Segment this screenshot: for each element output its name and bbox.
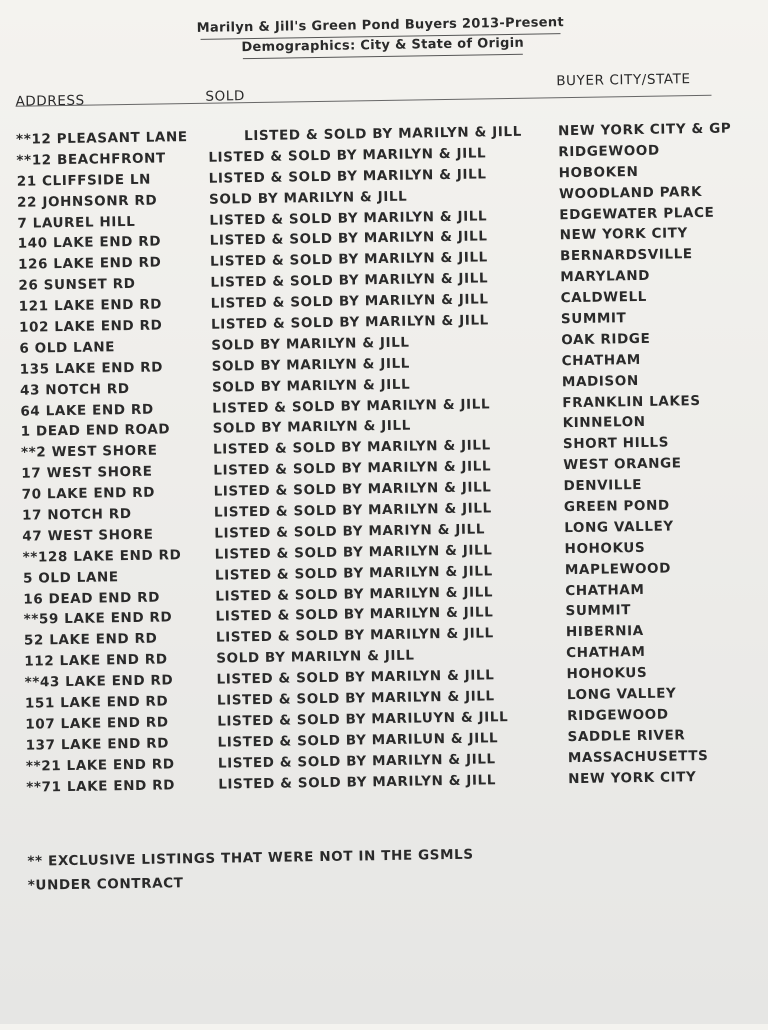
address-cell: 16 DEAD END RD: [23, 589, 161, 608]
address-cell: 137 LAKE END RD: [25, 735, 170, 754]
sold-cell: LISTED & SOLD BY MARILYN & JILL: [210, 312, 489, 333]
document-subtitle: Demographics: City & State of Origin: [241, 35, 525, 56]
sold-cell: LISTED & SOLD BY MARILYN & JILL: [212, 437, 491, 459]
buyer-city-cell: RIDGEWOOD: [567, 706, 669, 725]
sold-cell: LISTED & SOLD BY MARILYN & JILL: [214, 542, 493, 563]
address-cell: **21 LAKE END RD: [25, 756, 175, 775]
address-cell: 121 LAKE END RD: [18, 296, 163, 315]
sold-cell: LISTED & SOLD BY MARILUYN & JILL: [217, 709, 509, 730]
address-cell: **71 LAKE END RD: [26, 776, 176, 796]
address-cell: **128 LAKE END RD: [22, 547, 182, 566]
address-cell: 1 DEAD END ROAD: [20, 421, 171, 441]
sold-cell: LISTED & SOLD BY MARILYN & JILL: [243, 123, 522, 145]
sold-cell: LISTED & SOLD BY MARILYN & JILL: [210, 291, 489, 312]
address-cell: 6 OLD LANE: [19, 339, 116, 357]
buyer-city-cell: LONG VALLEY: [564, 518, 674, 537]
address-cell: 140 LAKE END RD: [17, 233, 162, 253]
buyer-city-cell: DENVILLE: [563, 477, 643, 495]
header-sold: SOLD: [205, 88, 246, 105]
buyer-city-cell: KINNELON: [562, 414, 646, 432]
address-cell: 7 LAUREL HILL: [17, 213, 136, 232]
buyer-city-cell: MAPLEWOOD: [564, 560, 672, 578]
buyers-table: [0, 120, 768, 800]
address-cell: **12 PLEASANT LANE: [15, 129, 188, 148]
buyer-city-cell: MARYLAND: [560, 268, 651, 286]
sold-cell: SOLD BY MARILYN & JILL: [216, 647, 415, 667]
sold-cell: LISTED & SOLD BY MARILYN & JILL: [213, 500, 492, 521]
sold-cell: LISTED & SOLD BY MARILYN & JILL: [216, 688, 495, 709]
address-cell: 102 LAKE END RD: [18, 317, 163, 336]
sold-cell: LISTED & SOLD BY MARILUN & JILL: [217, 730, 499, 751]
buyer-city-cell: NEW YORK CITY: [568, 768, 697, 787]
buyer-city-cell: NEW YORK CITY: [559, 225, 688, 244]
buyer-city-cell: EDGEWATER PLACE: [559, 204, 715, 223]
buyer-city-cell: FRANKLIN LAKES: [562, 392, 701, 411]
buyer-city-cell: SUMMIT: [565, 602, 632, 620]
address-cell: 112 LAKE END RD: [24, 651, 168, 670]
sold-cell: LISTED & SOLD BY MARILYN & JILL: [209, 249, 488, 271]
header-buyer-city-state: BUYER CITY/STATE: [556, 71, 691, 90]
address-cell: 26 SUNSET RD: [18, 276, 136, 294]
header-underline: [16, 95, 712, 107]
address-cell: 52 LAKE END RD: [23, 630, 158, 650]
sold-cell: LISTED & SOLD BY MARILYN & JILL: [214, 563, 493, 584]
sold-cell: LISTED & SOLD BY MARILYN & JILL: [218, 771, 497, 793]
sold-cell: LISTED & SOLD BY MARIYN & JILL: [214, 521, 486, 542]
sold-cell: LISTED & SOLD BY MARILYN & JILL: [209, 228, 488, 250]
address-cell: 22 JOHNSONR RD: [16, 192, 158, 211]
sold-cell: SOLD BY MARILYN & JILL: [211, 355, 411, 375]
buyer-city-cell: HOHOKUS: [566, 665, 648, 683]
address-cell: 107 LAKE END RD: [25, 714, 169, 733]
buyer-city-cell: LONG VALLEY: [566, 685, 677, 704]
buyer-city-cell: BERNARDSVILLE: [559, 246, 693, 265]
sold-cell: LISTED & SOLD BY MARILYN & JILL: [208, 145, 487, 166]
buyer-city-cell: NEW YORK CITY & GP: [557, 120, 732, 140]
address-cell: **43 LAKE END RD: [24, 672, 174, 691]
sold-cell: SOLD BY MARILYN & JILL: [212, 418, 412, 438]
sold-cell: LISTED & SOLD BY MARILYN & JILL: [209, 207, 488, 229]
buyer-city-cell: GREEN POND: [563, 497, 670, 516]
buyer-city-cell: WEST ORANGE: [563, 455, 682, 474]
address-cell: **2 WEST SHORE: [20, 442, 158, 462]
sold-cell: LISTED & SOLD BY MARILYN & JILL: [213, 479, 492, 500]
address-cell: 135 LAKE END RD: [19, 359, 164, 378]
buyer-city-cell: CALDWELL: [560, 288, 648, 307]
sold-cell: LISTED & SOLD BY MARILYN & JILL: [215, 604, 494, 626]
sold-cell: SOLD BY MARILYN & JILL: [211, 376, 411, 396]
address-cell: 17 WEST SHORE: [21, 463, 153, 482]
sold-cell: SOLD BY MARILYN & JILL: [211, 334, 410, 354]
header-address: ADDRESS: [15, 92, 85, 110]
footnote-under-contract: *UNDER CONTRACT: [27, 875, 184, 894]
address-cell: 17 NOTCH RD: [21, 505, 132, 524]
sold-cell: LISTED & SOLD BY MARILYN & JILL: [212, 395, 491, 417]
sold-cell: LISTED & SOLD BY MARILYN & JILL: [213, 458, 492, 479]
buyer-city-cell: SUMMIT: [560, 310, 627, 328]
buyer-city-cell: MADISON: [561, 372, 639, 390]
buyer-city-cell: HOHOKUS: [564, 539, 646, 557]
buyer-city-cell: RIDGEWOOD: [558, 142, 660, 161]
address-cell: 126 LAKE END RD: [17, 254, 162, 274]
buyer-city-cell: OAK RIDGE: [561, 330, 651, 349]
buyer-city-cell: MASSACHUSETTS: [567, 747, 709, 766]
address-cell: 5 OLD LANE: [22, 568, 119, 587]
sold-cell: LISTED & SOLD BY MARILYN & JILL: [210, 270, 489, 291]
footnote-exclusive: ** EXCLUSIVE LISTINGS THAT WERE NOT IN THE GSMLS: [27, 846, 474, 870]
sold-cell: LISTED & SOLD BY MARILYN & JILL: [208, 166, 487, 187]
subtitle-underline: [243, 54, 523, 59]
buyer-city-cell: CHATHAM: [561, 351, 641, 369]
sold-cell: LISTED & SOLD BY MARILYN & JILL: [215, 625, 494, 647]
address-cell: 47 WEST SHORE: [22, 526, 154, 545]
address-cell: 64 LAKE END RD: [20, 401, 154, 420]
buyer-city-cell: CHATHAM: [565, 581, 645, 599]
sold-cell: SOLD BY MARILYN & JILL: [208, 188, 408, 208]
address-cell: 43 NOTCH RD: [19, 380, 130, 399]
sold-cell: LISTED & SOLD BY MARILYN & JILL: [217, 750, 496, 772]
sold-cell: LISTED & SOLD BY MARILYN & JILL: [215, 583, 494, 605]
buyer-city-cell: SHORT HILLS: [562, 434, 670, 453]
buyer-city-cell: HOBOKEN: [558, 163, 639, 181]
address-cell: 21 CLIFFSIDE LN: [16, 171, 152, 190]
sold-cell: LISTED & SOLD BY MARILYN & JILL: [216, 667, 495, 688]
address-cell: 70 LAKE END RD: [21, 484, 156, 503]
address-cell: 151 LAKE END RD: [24, 693, 169, 712]
buyer-city-cell: HIBERNIA: [565, 623, 644, 641]
address-cell: **59 LAKE END RD: [23, 609, 173, 629]
address-cell: **12 BEACHFRONT: [16, 150, 166, 169]
buyer-city-cell: CHATHAM: [566, 644, 646, 662]
buyer-city-cell: SADDLE RIVER: [567, 727, 686, 745]
buyer-city-cell: WOODLAND PARK: [558, 183, 703, 202]
document-title: Marilyn & Jill's Green Pond Buyers 2013-Present: [196, 15, 565, 36]
